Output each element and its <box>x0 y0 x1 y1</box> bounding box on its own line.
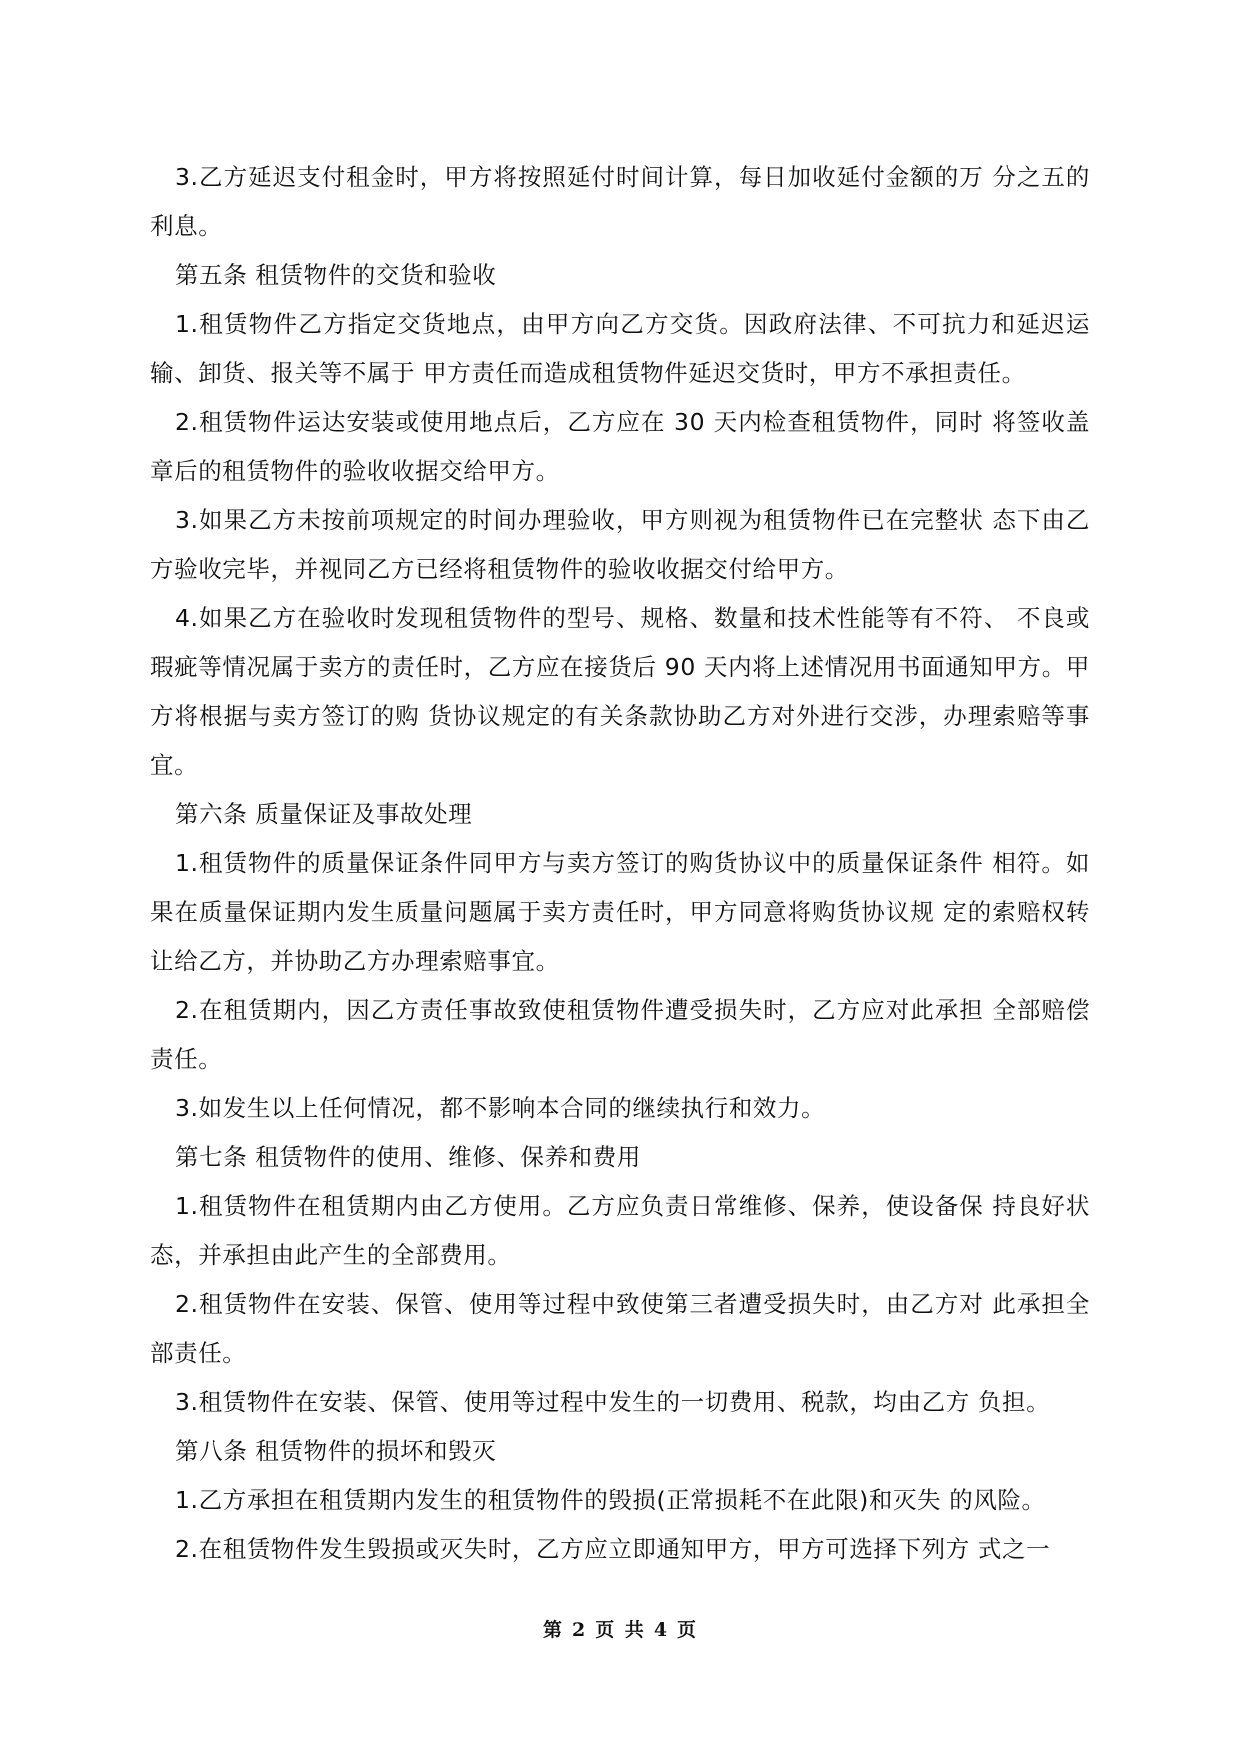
current-page-number: 2 <box>571 1619 588 1641</box>
article-8-heading: 第八条 租赁物件的损坏和毁灭 <box>175 1437 497 1465</box>
footer-middle: 页 共 <box>595 1619 646 1641</box>
article-5-clause-4: 4.如果乙方在验收时发现租赁物件的型号、规格、数量和技术性能等有不符、 不良或瑕疵等情况属于卖方的责任时，乙方应在接货后 90 天内将上述情况用书面通知甲方。甲方将根据与卖方签订的购 货协议规定的有关条款协助乙方对外进行交涉，办理索赔等事宜。 <box>150 604 1090 779</box>
footer-suffix: 页 <box>677 1619 699 1641</box>
paragraph-late-payment-interest: 3.乙方延迟支付租金时，甲方将按照延付时间计算，每日加收延付金额的万 分之五的利息。 <box>150 163 1090 240</box>
article-8-clause-2: 2.在租赁物件发生毁损或灭失时，乙方应立即通知甲方，甲方可选择下列方 式之一 <box>175 1535 1051 1563</box>
article-7-clause-2: 2.租赁物件在安装、保管、使用等过程中致使第三者遭受损失时，由乙方对 此承担全部责任。 <box>150 1290 1090 1367</box>
article-6-heading: 第六条 质量保证及事故处理 <box>175 800 473 828</box>
article-8-clause-1: 1.乙方承担在租赁期内发生的租赁物件的毁损(正常损耗不在此限)和灭失 的风险。 <box>175 1486 1046 1514</box>
page-number-footer <box>0 1615 1241 1642</box>
article-6-clause-1: 1.租赁物件的质量保证条件同甲方与卖方签订的购货协议中的质量保证条件 相符。如果在质量保证期内发生质量问题属于卖方责任时，甲方同意将购货协议规 定的索赔权转让给乙方，并协助乙方办理索赔事宜。 <box>150 849 1090 975</box>
article-5-clause-3: 3.如果乙方未按前项规定的时间办理验收，甲方则视为租赁物件已在完整状 态下由乙方验收完毕，并视同乙方已经将租赁物件的验收收据交付给甲方。 <box>150 506 1090 583</box>
article-7-heading: 第七条 租赁物件的使用、维修、保养和费用 <box>175 1143 641 1171</box>
footer-prefix: 第 <box>542 1619 564 1641</box>
article-5-heading: 第五条 租赁物件的交货和验收 <box>175 261 497 289</box>
total-page-count: 4 <box>653 1619 670 1641</box>
article-7-clause-3: 3.租赁物件在安装、保管、使用等过程中发生的一切费用、税款，均由乙方 负担。 <box>175 1388 1051 1416</box>
article-5-clause-2: 2.租赁物件运达安装或使用地点后，乙方应在 30 天内检查租赁物件，同时 将签收盖章后的租赁物件的验收收据交给甲方。 <box>150 408 1090 485</box>
article-5-clause-1: 1.租赁物件乙方指定交货地点，由甲方向乙方交货。因政府法律、不可抗力和延迟运输、卸货、报关等不属于 甲方责任而造成租赁物件延迟交货时，甲方不承担责任。 <box>150 310 1090 387</box>
article-6-clause-2: 2.在租赁期内，因乙方责任事故致使租赁物件遭受损失时，乙方应对此承担 全部赔偿责任。 <box>150 996 1090 1073</box>
article-7-clause-1: 1.租赁物件在租赁期内由乙方使用。乙方应负责日常维修、保养，使设备保 持良好状态，并承担由此产生的全部费用。 <box>150 1192 1090 1269</box>
document-body <box>150 153 1090 1574</box>
article-6-clause-3: 3.如发生以上任何情况，都不影响本合同的继续执行和效力。 <box>175 1094 826 1122</box>
